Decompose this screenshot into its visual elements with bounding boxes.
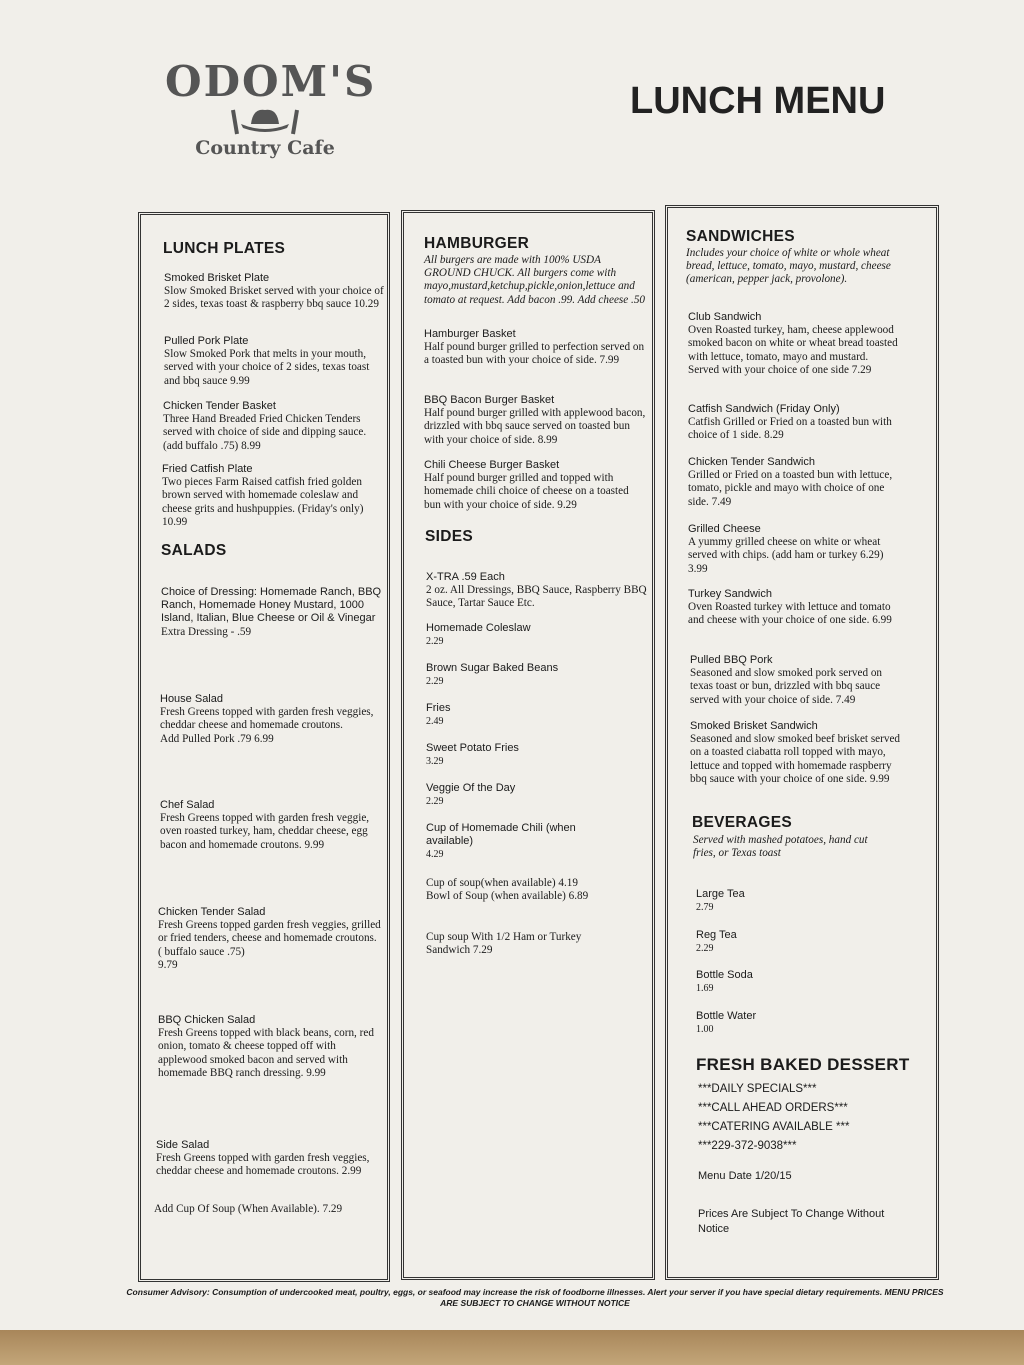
menu-item xyxy=(688,588,900,628)
item-name: Side Salad xyxy=(156,1139,210,1151)
menu-item xyxy=(424,459,648,512)
menu-item xyxy=(688,403,900,443)
item-name: Fries xyxy=(426,702,451,714)
extra-dressing: Extra Dressing - .59 xyxy=(161,625,252,638)
consumer-advisory: Consumer Advisory: Consumption of undercooked meat, poultry, eggs, or seafood may increase the risk of foodborne illnesses. Alert your server if you have special dietary requirements. MENU PRICES ARE SUBJECT TO CHANGE WITHOUT NOTICE xyxy=(126,1287,944,1308)
menu-item xyxy=(424,328,648,368)
logo-name: ODOM'S xyxy=(165,57,377,106)
item-desc: Seasoned and slow smoked beef brisket served on a toasted ciabatta roll topped with mayo, lettuce and topped with homemade raspberry bbq sauce with your choice of one side. 9.99 xyxy=(690,733,901,785)
menu-item xyxy=(160,693,382,746)
item-desc: Half pound burger grilled with applewood bacon, drizzled with bbq sauce served on toasted bun with your choice of side. 8.99 xyxy=(424,407,646,446)
item-name: Bottle Water xyxy=(696,1010,757,1022)
beverage-item xyxy=(696,969,896,995)
menu-item xyxy=(690,654,902,707)
catering: ***CATERING AVAILABLE *** xyxy=(698,1121,850,1133)
item-name: Chicken Tender Sandwich xyxy=(688,456,815,468)
phone-number: ***229-372-9038*** xyxy=(698,1140,797,1152)
item-name: Large Tea xyxy=(696,888,745,900)
item-price: 2.29 xyxy=(426,636,444,648)
item-desc: Three Hand Breaded Fried Chicken Tenders served with choice of side and dipping sauce. (add buffalo .75) 8.99 xyxy=(163,413,367,452)
call-ahead: ***CALL AHEAD ORDERS*** xyxy=(698,1102,848,1114)
item-name: Chicken Tender Salad xyxy=(158,906,266,918)
item-extra: Add Pulled Pork .79 6.99 xyxy=(160,732,274,745)
item-name: Reg Tea xyxy=(696,929,737,941)
side-item xyxy=(426,702,646,728)
item-desc: Half pound burger grilled and topped with homemade chili choice of cheese on a toasted bun with your choice of side. 9.29 xyxy=(424,472,629,511)
item-desc: Fresh Greens topped with garden fresh veggie, oven roasted turkey, ham, cheddar cheese, egg bacon and homemade croutons. 9.99 xyxy=(160,812,370,851)
beverages-note: Served with mashed potatoes, hand cut fries, or Texas toast xyxy=(693,834,868,860)
item-desc: A yummy grilled cheese on white or wheat served with chips. (add ham or turkey 6.29) 3.99 xyxy=(688,536,884,575)
side-item xyxy=(426,622,646,648)
item-name: Cup of Homemade Chili (when available) xyxy=(426,822,576,848)
item-price: 2.29 xyxy=(426,676,444,688)
item-name: Grilled Cheese xyxy=(688,523,761,535)
menu-item xyxy=(688,523,900,576)
item-price: 3.29 xyxy=(426,756,444,768)
menu-item xyxy=(163,400,385,453)
xtra-info xyxy=(426,571,648,611)
item-desc: Grilled or Fried on a toasted bun with lettuce, tomato, pickle and mayo with choice of one side. 7.49 xyxy=(688,469,893,508)
dessert-heading: FRESH BAKED DESSERT xyxy=(696,1055,910,1074)
dressing-choices: Choice of Dressing: Homemade Ranch, BBQ Ranch, Homemade Honey Mustard, 1000 Island, Italian, Blue Cheese or Oil & Vinegar xyxy=(161,586,382,625)
side-item xyxy=(426,822,606,862)
item-price: 1.69 xyxy=(696,983,714,995)
item-name: Brown Sugar Baked Beans xyxy=(426,662,559,674)
item-desc: Fresh Greens topped with black beans, corn, red onion, tomato & cheese topped off with applewood smoked bacon and served with homemade BBQ ranch dressing. 9.99 xyxy=(158,1027,374,1079)
item-name: Pulled Pork Plate xyxy=(164,335,249,347)
menu-item xyxy=(158,1014,382,1080)
item-desc: Fresh Greens topped garden fresh veggies, grilled or fried tenders, cheese and homemade croutons. ( buffalo sauce .75) xyxy=(158,919,381,958)
item-desc: Two pieces Farm Raised catfish fried golden brown served with homemade coleslaw and cheese grits and hushpuppies. (Friday's only) 10.99 xyxy=(162,476,364,528)
item-desc: Half pound burger grilled to perfection served on a toasted bun with your choice of side. 7.99 xyxy=(424,341,645,367)
item-desc: Oven Roasted turkey with lettuce and tomato and cheese with your choice of one side. 6.99 xyxy=(688,601,892,627)
item-name: Hamburger Basket xyxy=(424,328,516,340)
item-price: 1.00 xyxy=(696,1024,714,1036)
page-title: LUNCH MENU xyxy=(630,80,886,122)
item-name: Smoked Brisket Sandwich xyxy=(690,720,818,732)
item-price: 2.29 xyxy=(696,943,714,955)
item-name: Sweet Potato Fries xyxy=(426,742,519,754)
side-item xyxy=(426,662,646,688)
item-desc: Slow Smoked Brisket served with your choice of 2 sides, texas toast & raspberry bbq sauce 10.29 xyxy=(164,285,384,311)
item-name: BBQ Chicken Salad xyxy=(158,1014,256,1026)
item-name: Club Sandwich xyxy=(688,311,762,323)
soup-sandwich: Cup soup With 1/2 Ham or Turkey Sandwich 7.29 xyxy=(426,931,582,957)
item-name: BBQ Bacon Burger Basket xyxy=(424,394,555,406)
side-item xyxy=(426,782,646,808)
item-extra: 9.79 xyxy=(158,958,178,971)
xtra-desc: 2 oz. All Dressings, BBQ Sauce, Raspberry BBQ Sauce, Tartar Sauce Etc. xyxy=(426,584,647,610)
sandwiches-heading: SANDWICHES xyxy=(686,228,795,245)
menu-item xyxy=(690,720,904,786)
menu-item xyxy=(162,463,384,529)
dessert-lines xyxy=(698,1080,918,1156)
soup-options xyxy=(426,877,648,903)
item-name: Catfish Sandwich (Friday Only) xyxy=(688,403,840,415)
beverages-heading: BEVERAGES xyxy=(692,814,793,831)
item-name: Turkey Sandwich xyxy=(688,588,772,600)
side-item xyxy=(426,742,646,768)
item-desc: Oven Roasted turkey, ham, cheese applewood smoked bacon on white or wheat bread toasted with lettuce, tomato, mayo and mustard. Served with your choice of one side 7.29 xyxy=(688,324,898,376)
menu-item xyxy=(688,456,900,509)
wood-floor xyxy=(0,1330,1024,1365)
menu-item xyxy=(160,799,382,852)
item-price: 4.29 xyxy=(426,849,444,861)
item-name: Smoked Brisket Plate xyxy=(164,272,270,284)
prices-note: Prices Are Subject To Change Without Notice xyxy=(698,1208,885,1235)
sides-heading: SIDES xyxy=(425,528,474,545)
menu-item xyxy=(424,394,648,447)
menu-item xyxy=(164,272,386,312)
item-name: Pulled BBQ Pork xyxy=(690,654,773,666)
beverage-item xyxy=(696,1010,896,1036)
item-price: 2.49 xyxy=(426,716,444,728)
item-desc: Slow Smoked Pork that melts in your mouth, served with your choice of 2 sides, texas toast and bbq sauce 9.99 xyxy=(164,348,370,387)
hamburger-note: All burgers are made with 100% USDA GROUND CHUCK. All burgers come with mayo,mustard,ketchup,pickle,onion,lettuce and tomato at request. Add bacon .99. Add cheese .50 xyxy=(424,254,646,306)
item-name: Fried Catfish Plate xyxy=(162,463,253,475)
dressing-info xyxy=(161,586,383,639)
item-name: House Salad xyxy=(160,693,223,705)
sandwiches-note: Includes your choice of white or whole wheat bread, lettuce, tomato, mayo, mustard, cheese (american, pepper jack, provolone). xyxy=(686,247,891,286)
hamburger-heading: HAMBURGER xyxy=(424,235,530,252)
item-price: 2.79 xyxy=(696,902,714,914)
beverage-item xyxy=(696,929,896,955)
item-name: Chili Cheese Burger Basket xyxy=(424,459,560,471)
item-price: 2.29 xyxy=(426,796,444,808)
item-name: Chicken Tender Basket xyxy=(163,400,276,412)
item-desc: Catfish Grilled or Fried on a toasted bun with choice of 1 side. 8.29 xyxy=(688,416,892,442)
item-desc: Fresh Greens topped with garden fresh veggies, cheddar cheese and homemade croutons. 2.99 xyxy=(156,1152,370,1178)
beverage-item xyxy=(696,888,896,914)
item-desc: Seasoned and slow smoked pork served on texas toast or bun, drizzled with bbq sauce served with your choice of side. 7.49 xyxy=(690,667,883,706)
lunch-plates-heading: LUNCH PLATES xyxy=(163,240,286,257)
menu-item xyxy=(688,311,900,377)
item-name: Bottle Soda xyxy=(696,969,753,981)
cafe-logo xyxy=(165,57,377,183)
item-name: Homemade Coleslaw xyxy=(426,622,531,634)
daily-specials: ***DAILY SPECIALS*** xyxy=(698,1083,817,1095)
hat-icon xyxy=(165,106,365,136)
item-name: Chef Salad xyxy=(160,799,215,811)
xtra-price: X-TRA .59 Each xyxy=(426,571,505,583)
item-name: Veggie Of the Day xyxy=(426,782,516,794)
soup-cup: Cup of soup(when available) 4.19 xyxy=(426,877,578,889)
item-desc: Fresh Greens topped with garden fresh veggies, cheddar cheese and homemade croutons. xyxy=(160,706,374,732)
menu-item xyxy=(156,1139,380,1179)
add-soup: Add Cup Of Soup (When Available). 7.29 xyxy=(154,1203,343,1215)
salads-heading: SALADS xyxy=(161,542,227,559)
menu-item xyxy=(158,906,382,972)
logo-subtitle: Country Cafe xyxy=(195,137,335,159)
menu-date: Menu Date 1/20/15 xyxy=(698,1170,792,1182)
soup-bowl: Bowl of Soup (when available) 6.89 xyxy=(426,890,589,903)
menu-item xyxy=(164,335,386,388)
